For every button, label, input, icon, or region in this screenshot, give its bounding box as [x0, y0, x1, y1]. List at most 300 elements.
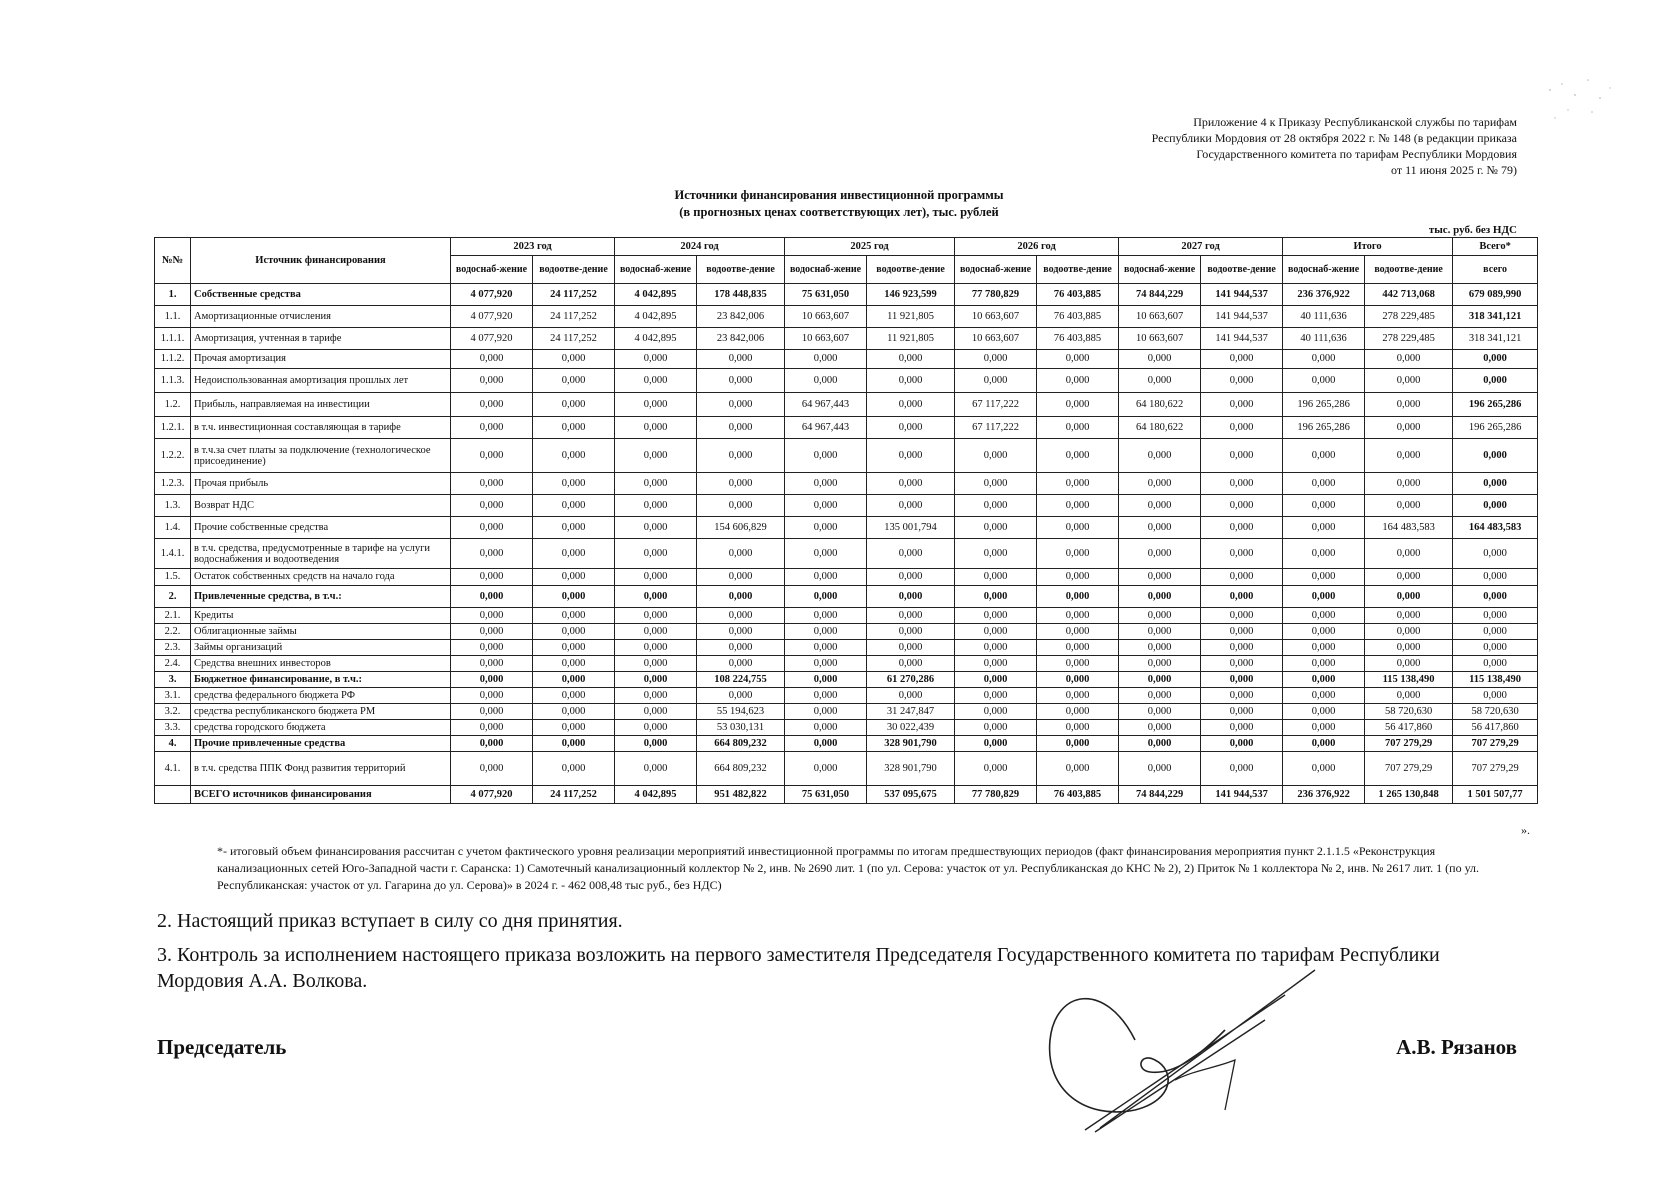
table-row: [155, 328, 1538, 350]
row-number: 3.2.: [155, 704, 191, 720]
row-value: 61 270,286: [867, 672, 955, 688]
row-value: 0,000: [533, 495, 615, 517]
row-value: 0,000: [1037, 736, 1119, 752]
paragraph-2: 2. Настоящий приказ вступает в силу со дня принятия.: [157, 910, 623, 932]
row-value: 0,000: [697, 656, 785, 672]
row-value: 0,000: [1119, 539, 1201, 569]
row-value: 0,000: [451, 720, 533, 736]
row-value: 0,000: [697, 586, 785, 608]
header-supply: водоснаб-жение: [1283, 256, 1365, 284]
row-value: 64 180,622: [1119, 417, 1201, 439]
row-value: 40 111,636: [1283, 306, 1365, 328]
row-value: 11 921,805: [867, 328, 955, 350]
row-value: 55 194,623: [697, 704, 785, 720]
row-value: 0,000: [1037, 688, 1119, 704]
row-value: 0,000: [785, 473, 867, 495]
row-total: 0,000: [1453, 688, 1538, 704]
row-value: 0,000: [785, 569, 867, 586]
row-source-name: средства городского бюджета: [191, 720, 451, 736]
appendix-line: Государственного комитета по тарифам Республики Мордовия: [1196, 147, 1517, 161]
row-value: 328 901,790: [867, 752, 955, 786]
row-value: 442 713,068: [1365, 284, 1453, 306]
row-value: 0,000: [1201, 473, 1283, 495]
header-no: №№: [155, 238, 191, 284]
row-value: 75 631,050: [785, 284, 867, 306]
row-value: 0,000: [1119, 752, 1201, 786]
row-value: 4 077,920: [451, 306, 533, 328]
row-value: 0,000: [615, 752, 697, 786]
row-value: 0,000: [451, 539, 533, 569]
row-total: 196 265,286: [1453, 393, 1538, 417]
row-value: 0,000: [955, 608, 1037, 624]
row-value: 0,000: [1201, 736, 1283, 752]
row-value: 0,000: [1365, 539, 1453, 569]
row-value: 4 042,895: [615, 306, 697, 328]
row-value: 0,000: [697, 473, 785, 495]
row-value: 10 663,607: [955, 328, 1037, 350]
row-value: 0,000: [697, 539, 785, 569]
row-value: 115 138,490: [1365, 672, 1453, 688]
row-source-name: средства республиканского бюджета РМ: [191, 704, 451, 720]
row-source-name: Средства внешних инвесторов: [191, 656, 451, 672]
row-source-name: Недоиспользованная амортизация прошлых лет: [191, 369, 451, 393]
appendix-line: от 11 июня 2025 г. № 79): [1391, 163, 1517, 177]
row-value: 664 809,232: [697, 736, 785, 752]
row-source-name: Остаток собственных средств на начало года: [191, 569, 451, 586]
appendix-line: Республики Мордовия от 28 октября 2022 г. № 148 (в редакции приказа: [1151, 131, 1517, 145]
row-value: 0,000: [697, 417, 785, 439]
row-number: 1.: [155, 284, 191, 306]
table-row: [155, 369, 1538, 393]
row-number: 3.: [155, 672, 191, 688]
financing-table: [154, 237, 1538, 804]
row-value: 707 279,29: [1365, 736, 1453, 752]
row-value: 0,000: [615, 688, 697, 704]
row-value: 0,000: [1037, 439, 1119, 473]
row-value: 0,000: [955, 517, 1037, 539]
row-value: 0,000: [785, 350, 867, 369]
row-total: 1 501 507,77: [1453, 786, 1538, 804]
row-value: 0,000: [615, 720, 697, 736]
row-value: 0,000: [1201, 439, 1283, 473]
row-value: 31 247,847: [867, 704, 955, 720]
row-value: 0,000: [615, 672, 697, 688]
row-value: 0,000: [615, 539, 697, 569]
table-row: [155, 350, 1538, 369]
row-number: 1.2.1.: [155, 417, 191, 439]
row-value: 0,000: [1037, 656, 1119, 672]
row-value: 0,000: [1119, 688, 1201, 704]
row-value: 0,000: [955, 495, 1037, 517]
row-value: 0,000: [1201, 624, 1283, 640]
row-value: 0,000: [955, 624, 1037, 640]
table-row: [155, 720, 1538, 736]
row-value: 0,000: [955, 439, 1037, 473]
row-value: 0,000: [615, 624, 697, 640]
row-value: 0,000: [1201, 517, 1283, 539]
row-value: 0,000: [1037, 417, 1119, 439]
row-value: 0,000: [533, 672, 615, 688]
row-value: 0,000: [1119, 586, 1201, 608]
row-value: 4 077,920: [451, 328, 533, 350]
row-value: 0,000: [785, 656, 867, 672]
row-value: 0,000: [867, 439, 955, 473]
row-value: 0,000: [1201, 608, 1283, 624]
row-value: 0,000: [533, 720, 615, 736]
row-value: 0,000: [1119, 473, 1201, 495]
row-value: 24 117,252: [533, 328, 615, 350]
row-value: 0,000: [867, 473, 955, 495]
scan-noise: [1540, 70, 1620, 130]
row-value: 0,000: [451, 350, 533, 369]
row-value: 56 417,860: [1365, 720, 1453, 736]
header-supply: водоснаб-жение: [451, 256, 533, 284]
row-value: 0,000: [1201, 417, 1283, 439]
row-source-name: Амортизационные отчисления: [191, 306, 451, 328]
row-value: 0,000: [1201, 720, 1283, 736]
row-number: 2.4.: [155, 656, 191, 672]
row-value: 0,000: [1283, 688, 1365, 704]
row-value: 0,000: [867, 350, 955, 369]
row-number: 1.2.: [155, 393, 191, 417]
row-value: 0,000: [1037, 720, 1119, 736]
table-row: [155, 539, 1538, 569]
row-value: 0,000: [1037, 350, 1119, 369]
row-value: 24 117,252: [533, 284, 615, 306]
row-value: 0,000: [785, 586, 867, 608]
row-value: 0,000: [1201, 656, 1283, 672]
header-sewer: водоотве-дение: [1365, 256, 1453, 284]
header-year: 2026 год: [955, 238, 1119, 256]
table-title: [0, 187, 1678, 221]
row-value: 178 448,835: [697, 284, 785, 306]
row-value: 4 042,895: [615, 786, 697, 804]
row-value: 0,000: [955, 539, 1037, 569]
row-value: 74 844,229: [1119, 786, 1201, 804]
row-value: 0,000: [955, 704, 1037, 720]
row-source-name: Прочие привлеченные средства: [191, 736, 451, 752]
row-value: 0,000: [451, 640, 533, 656]
row-value: 0,000: [1201, 495, 1283, 517]
row-value: 0,000: [615, 736, 697, 752]
header-sewer: водоотве-дение: [1201, 256, 1283, 284]
table-row: [155, 284, 1538, 306]
row-value: 0,000: [1283, 656, 1365, 672]
row-value: 0,000: [1037, 393, 1119, 417]
row-number: 1.5.: [155, 569, 191, 586]
table-row: [155, 473, 1538, 495]
row-value: 0,000: [785, 752, 867, 786]
row-value: 146 923,599: [867, 284, 955, 306]
row-source-name: Прибыль, направляемая на инвестиции: [191, 393, 451, 417]
row-value: 0,000: [955, 586, 1037, 608]
row-value: 0,000: [533, 517, 615, 539]
row-value: 0,000: [955, 688, 1037, 704]
row-value: 0,000: [1201, 569, 1283, 586]
row-value: 0,000: [615, 350, 697, 369]
header-sewer: водоотве-дение: [697, 256, 785, 284]
row-total: 58 720,630: [1453, 704, 1538, 720]
row-value: 141 944,537: [1201, 328, 1283, 350]
row-value: 0,000: [1365, 350, 1453, 369]
row-source-name: Возврат НДС: [191, 495, 451, 517]
row-value: 77 780,829: [955, 284, 1037, 306]
row-value: 0,000: [1201, 704, 1283, 720]
row-value: 141 944,537: [1201, 306, 1283, 328]
row-total: 707 279,29: [1453, 752, 1538, 786]
row-value: 76 403,885: [1037, 786, 1119, 804]
row-value: 0,000: [533, 688, 615, 704]
row-value: 0,000: [1119, 569, 1201, 586]
row-value: 664 809,232: [697, 752, 785, 786]
row-value: 0,000: [955, 736, 1037, 752]
row-value: 0,000: [867, 656, 955, 672]
row-value: 164 483,583: [1365, 517, 1453, 539]
row-value: 0,000: [867, 640, 955, 656]
row-value: 0,000: [451, 369, 533, 393]
row-total: 0,000: [1453, 586, 1538, 608]
row-value: 951 482,822: [697, 786, 785, 804]
row-value: 0,000: [533, 393, 615, 417]
row-value: 0,000: [533, 350, 615, 369]
row-total: 318 341,121: [1453, 328, 1538, 350]
row-value: 0,000: [615, 439, 697, 473]
row-value: 0,000: [867, 393, 955, 417]
row-value: 0,000: [785, 640, 867, 656]
row-value: 0,000: [1119, 495, 1201, 517]
row-value: 77 780,829: [955, 786, 1037, 804]
header-supply: водоснаб-жение: [1119, 256, 1201, 284]
row-value: 0,000: [451, 393, 533, 417]
row-value: 0,000: [697, 350, 785, 369]
table-row: [155, 608, 1538, 624]
title-line: (в прогнозных ценах соответствующих лет), тыс. рублей: [679, 205, 999, 219]
row-value: 141 944,537: [1201, 786, 1283, 804]
row-value: 0,000: [785, 369, 867, 393]
row-source-name: в т.ч. средства, предусмотренные в тарифе на услуги водоснабжения и водоотведения: [191, 539, 451, 569]
row-total: 0,000: [1453, 495, 1538, 517]
row-value: 0,000: [1037, 586, 1119, 608]
row-source-name: Бюджетное финансирование, в т.ч.:: [191, 672, 451, 688]
row-value: 0,000: [1119, 369, 1201, 393]
row-value: 0,000: [785, 688, 867, 704]
row-value: 0,000: [1037, 517, 1119, 539]
row-value: 707 279,29: [1365, 752, 1453, 786]
row-value: 4 042,895: [615, 284, 697, 306]
row-total: 0,000: [1453, 569, 1538, 586]
row-value: 278 229,485: [1365, 328, 1453, 350]
row-value: 24 117,252: [533, 306, 615, 328]
signatory-role: Председатель: [157, 1035, 287, 1059]
row-value: 0,000: [1119, 624, 1201, 640]
row-number: 4.: [155, 736, 191, 752]
row-value: 0,000: [1283, 640, 1365, 656]
row-value: 0,000: [1283, 720, 1365, 736]
row-value: 10 663,607: [1119, 306, 1201, 328]
row-value: 0,000: [1201, 688, 1283, 704]
row-value: 0,000: [1119, 736, 1201, 752]
row-value: 0,000: [1365, 495, 1453, 517]
header-year: Итого: [1283, 238, 1453, 256]
row-total: 0,000: [1453, 473, 1538, 495]
header-total: Всего*: [1453, 238, 1538, 256]
row-value: 0,000: [1365, 473, 1453, 495]
row-value: 0,000: [533, 417, 615, 439]
row-value: 53 030,131: [697, 720, 785, 736]
row-value: 0,000: [867, 608, 955, 624]
row-value: 0,000: [451, 688, 533, 704]
row-number: 1.1.: [155, 306, 191, 328]
table-row: [155, 656, 1538, 672]
row-value: 0,000: [1283, 752, 1365, 786]
row-value: 0,000: [1119, 656, 1201, 672]
row-value: 328 901,790: [867, 736, 955, 752]
row-source-name: Прочая амортизация: [191, 350, 451, 369]
header-source: Источник финансирования: [191, 238, 451, 284]
row-value: 0,000: [615, 417, 697, 439]
row-value: 0,000: [1283, 473, 1365, 495]
row-value: 0,000: [533, 656, 615, 672]
row-value: 0,000: [867, 539, 955, 569]
row-value: 4 077,920: [451, 786, 533, 804]
row-value: 76 403,885: [1037, 306, 1119, 328]
row-value: 0,000: [533, 736, 615, 752]
row-value: 0,000: [533, 752, 615, 786]
row-value: 0,000: [1037, 495, 1119, 517]
row-number: [155, 786, 191, 804]
appendix-line: Приложение 4 к Приказу Республиканской службы по тарифам: [1193, 115, 1517, 129]
row-value: 75 631,050: [785, 786, 867, 804]
row-value: 0,000: [955, 350, 1037, 369]
row-value: 0,000: [615, 569, 697, 586]
row-value: 0,000: [615, 704, 697, 720]
row-value: 0,000: [1201, 672, 1283, 688]
row-value: 0,000: [615, 473, 697, 495]
row-source-name: ВСЕГО источников финансирования: [191, 786, 451, 804]
row-total: 0,000: [1453, 369, 1538, 393]
row-value: 0,000: [785, 539, 867, 569]
row-value: 0,000: [1037, 369, 1119, 393]
row-number: 1.1.2.: [155, 350, 191, 369]
row-source-name: Привлеченные средства, в т.ч.:: [191, 586, 451, 608]
row-number: 4.1.: [155, 752, 191, 786]
row-value: 0,000: [533, 569, 615, 586]
row-total: 0,000: [1453, 350, 1538, 369]
row-total: 318 341,121: [1453, 306, 1538, 328]
row-value: 0,000: [533, 640, 615, 656]
row-number: 2.: [155, 586, 191, 608]
row-value: 135 001,794: [867, 517, 955, 539]
row-value: 0,000: [1283, 495, 1365, 517]
row-value: 0,000: [615, 640, 697, 656]
row-value: 0,000: [697, 608, 785, 624]
row-value: 0,000: [1283, 569, 1365, 586]
row-value: 0,000: [1037, 569, 1119, 586]
header-year: 2024 год: [615, 238, 785, 256]
row-value: 0,000: [1201, 369, 1283, 393]
row-value: 0,000: [1201, 350, 1283, 369]
table-row: [155, 736, 1538, 752]
row-value: 0,000: [867, 369, 955, 393]
row-value: 0,000: [451, 624, 533, 640]
row-value: 0,000: [1119, 720, 1201, 736]
table-row: [155, 495, 1538, 517]
handwritten-signature: [1025, 960, 1355, 1140]
row-value: 1 265 130,848: [1365, 786, 1453, 804]
row-value: 0,000: [1283, 704, 1365, 720]
row-value: 0,000: [1201, 539, 1283, 569]
header-year: 2023 год: [451, 238, 615, 256]
row-value: 0,000: [451, 736, 533, 752]
row-value: 0,000: [533, 586, 615, 608]
row-value: 0,000: [451, 517, 533, 539]
row-value: 0,000: [697, 640, 785, 656]
row-total: 0,000: [1453, 608, 1538, 624]
table-row: [155, 640, 1538, 656]
header-sewer: водоотве-дение: [1037, 256, 1119, 284]
footnote: *- итоговый объем финансирования рассчитан с учетом фактического уровня реализации мероприятий инвестиционной программы по итогам предшествующих периодов (факт финансирования мероприятия пункт 2.1.1.5 «Реконструкция канализационных сетей Юго-Западной части г. Саранска: 1) Самотечный канализационный коллектор № 2, инв. № 2690 лит. 1 (по ул. Серова: участок от ул. Республиканская до КНС № 2), 2) Приток № 1 коллектора № 2, инв. № 2617 лит. 1 (по ул. Республиканская: участок от ул. Гагарина до ул. Серова)» в 2024 г. - 462 008,48 тыс руб., без НДС): [217, 844, 1480, 892]
row-total: 164 483,583: [1453, 517, 1538, 539]
row-value: 58 720,630: [1365, 704, 1453, 720]
row-source-name: Собственные средства: [191, 284, 451, 306]
row-value: 0,000: [615, 495, 697, 517]
row-number: 1.3.: [155, 495, 191, 517]
row-value: 0,000: [615, 393, 697, 417]
row-value: 10 663,607: [955, 306, 1037, 328]
row-value: 0,000: [697, 393, 785, 417]
row-value: 0,000: [451, 656, 533, 672]
row-source-name: Прочая прибыль: [191, 473, 451, 495]
row-value: 0,000: [1365, 369, 1453, 393]
row-value: 30 022,439: [867, 720, 955, 736]
row-total: 679 089,990: [1453, 284, 1538, 306]
row-value: 0,000: [1283, 517, 1365, 539]
row-value: 196 265,286: [1283, 417, 1365, 439]
table-row: [155, 439, 1538, 473]
signatory-name: А.В. Рязанов: [1396, 1035, 1517, 1059]
row-value: 0,000: [533, 704, 615, 720]
row-value: 0,000: [615, 517, 697, 539]
row-total: 115 138,490: [1453, 672, 1538, 688]
row-value: 0,000: [451, 586, 533, 608]
row-value: 0,000: [451, 495, 533, 517]
table-row: [155, 786, 1538, 804]
row-value: 0,000: [955, 672, 1037, 688]
table-row: [155, 672, 1538, 688]
row-value: 0,000: [1119, 640, 1201, 656]
row-value: 0,000: [451, 608, 533, 624]
financing-table-body: [155, 284, 1538, 804]
row-value: 11 921,805: [867, 306, 955, 328]
row-source-name: Кредиты: [191, 608, 451, 624]
row-value: 64 967,443: [785, 417, 867, 439]
row-value: 0,000: [615, 608, 697, 624]
row-value: 0,000: [867, 688, 955, 704]
row-value: 0,000: [1037, 473, 1119, 495]
row-value: 0,000: [1201, 393, 1283, 417]
row-total: 56 417,860: [1453, 720, 1538, 736]
row-value: 0,000: [1201, 752, 1283, 786]
row-value: 0,000: [867, 569, 955, 586]
row-value: 0,000: [451, 473, 533, 495]
row-value: 0,000: [533, 369, 615, 393]
table-row: [155, 417, 1538, 439]
row-value: 0,000: [1119, 439, 1201, 473]
row-value: 0,000: [451, 672, 533, 688]
row-value: 0,000: [533, 624, 615, 640]
table-row: [155, 704, 1538, 720]
row-number: 3.3.: [155, 720, 191, 736]
